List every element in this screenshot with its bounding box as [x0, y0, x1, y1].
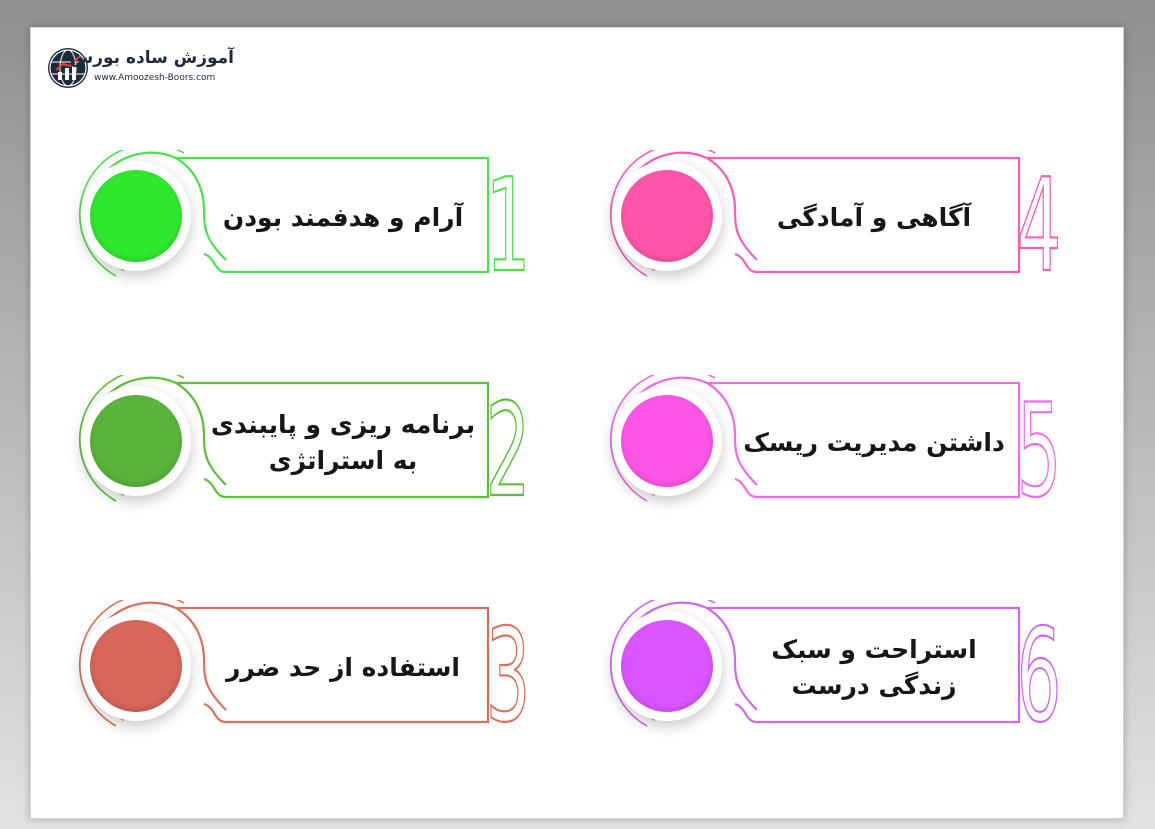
- tip-label-line: برنامه ریزی و پایبندی: [210, 409, 476, 439]
- tip-label-line: به استراتژی: [268, 445, 418, 475]
- tip-label: [732, 614, 1016, 721]
- color-dot: [621, 170, 713, 262]
- tip-label: [201, 614, 485, 721]
- step-number: 1: [485, 152, 531, 285]
- tip-label: [201, 164, 485, 271]
- tip-label-line: استراحت و سبک: [771, 634, 977, 664]
- tip-card-2: [76, 375, 536, 510]
- tip-label-line: آگاهی و آمادگی: [776, 202, 972, 232]
- color-dot: [90, 395, 182, 487]
- tip-label-line: زندگی درست: [791, 670, 957, 700]
- brand-logo: [48, 46, 238, 94]
- tip-label-line: استفاده از حد ضرر: [226, 652, 460, 682]
- tip-label-line: آرام و هدفمند بودن: [222, 202, 464, 232]
- tip-card-5: [607, 375, 1067, 510]
- color-dot: [90, 170, 182, 262]
- tip-label: [201, 389, 485, 496]
- tip-card-1: [76, 150, 536, 285]
- step-number: 5: [1016, 377, 1062, 510]
- brand-title: آموزش ساده بورس: [69, 48, 234, 68]
- color-dot: [621, 620, 713, 712]
- brand-url[interactable]: www.Amoozesh-Boors.com: [94, 73, 216, 83]
- step-number: 3: [485, 602, 531, 735]
- tip-card-3: [76, 600, 536, 735]
- tip-card-4: [607, 150, 1067, 285]
- step-number: 4: [1016, 152, 1062, 285]
- step-number: 2: [485, 377, 531, 510]
- color-dot: [90, 620, 182, 712]
- color-dot: [621, 395, 713, 487]
- step-number: 6: [1016, 602, 1062, 735]
- tip-label-line: داشتن مدیریت ریسک: [743, 427, 1005, 457]
- tip-label: [732, 389, 1016, 496]
- tip-label: [732, 164, 1016, 271]
- tip-card-6: [607, 600, 1067, 735]
